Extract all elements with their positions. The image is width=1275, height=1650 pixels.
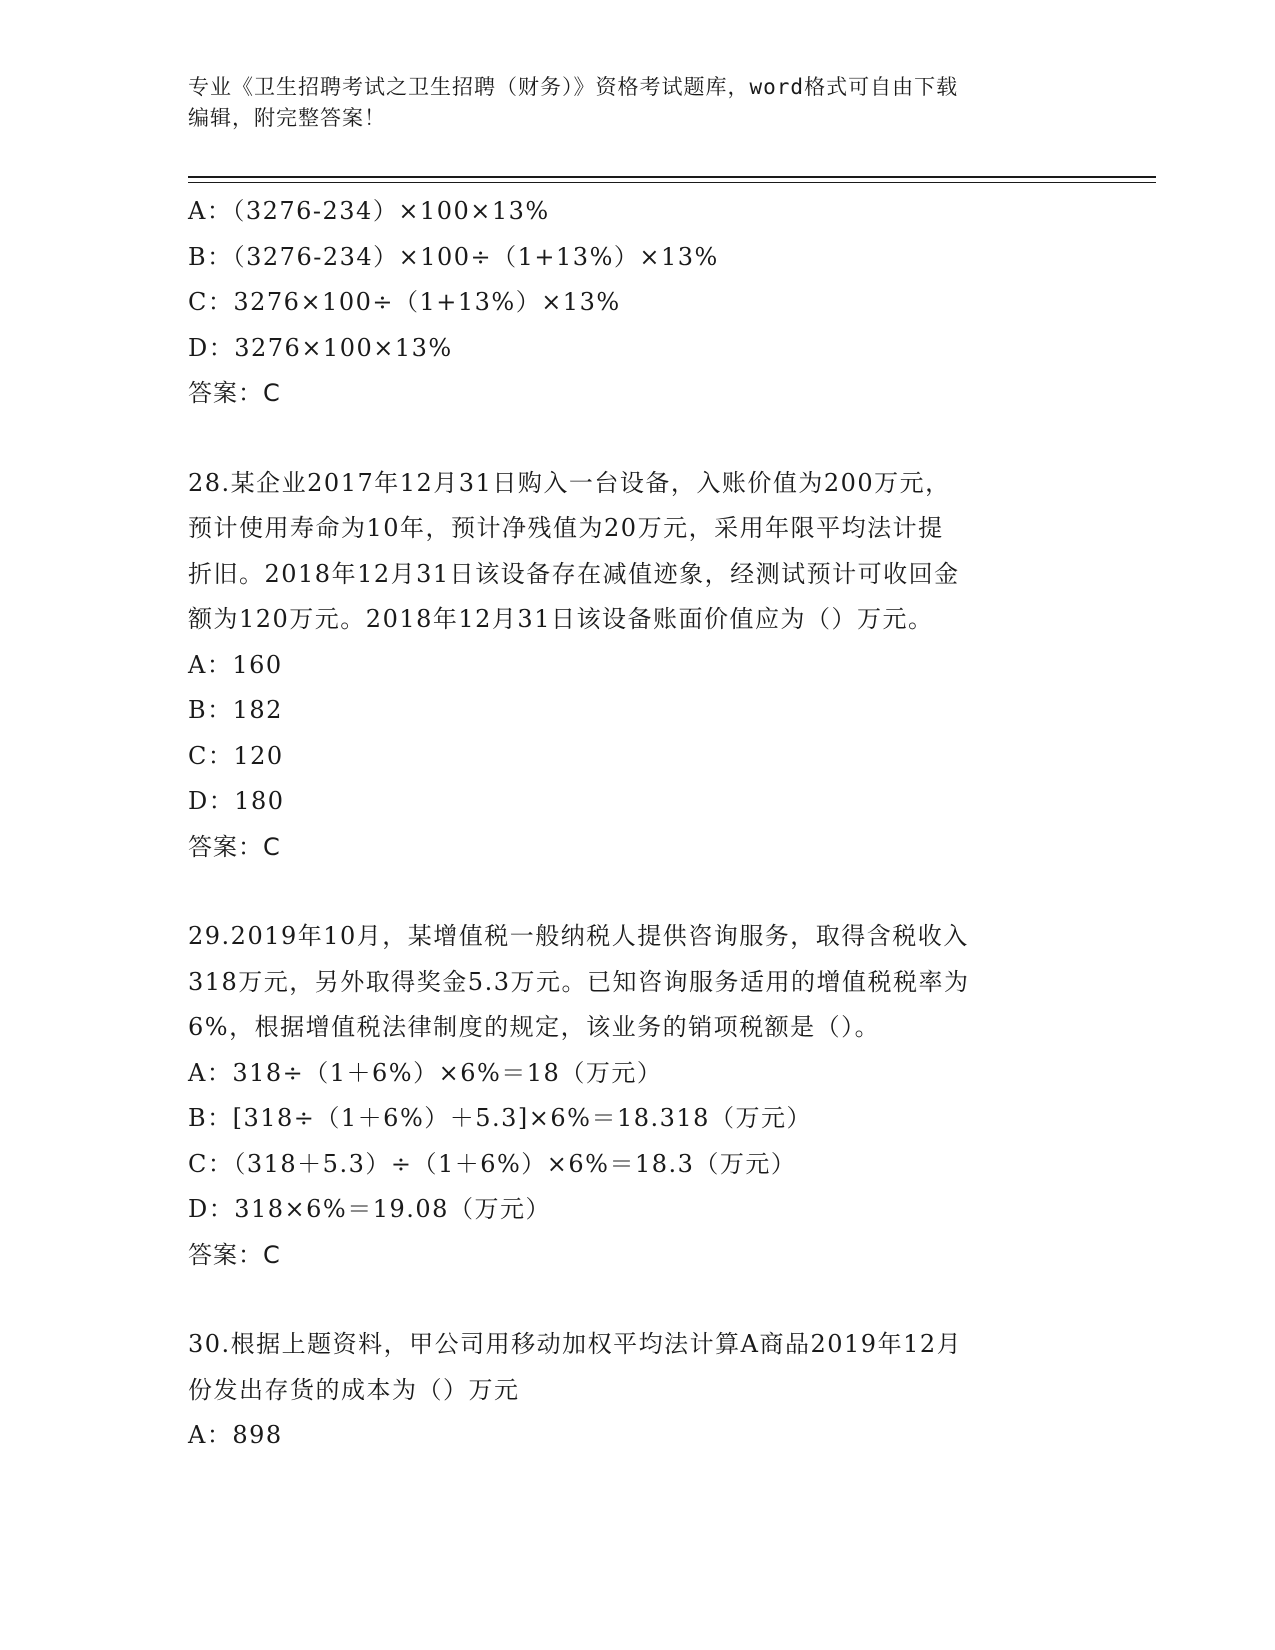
document-header — [188, 72, 1088, 134]
answer-text: 答案：C — [188, 1240, 281, 1269]
question-30 — [188, 1322, 1088, 1459]
option-a: A：318÷（1＋6%）×6%＝18（万元） — [188, 1058, 663, 1087]
option-d: D：180 — [188, 787, 285, 815]
question-list — [188, 189, 1088, 1459]
option-a: A：160 — [188, 650, 283, 679]
option-a: A：898 — [188, 1421, 283, 1449]
option-c: C：3276×100÷（1+13%）×13% — [188, 288, 621, 316]
question-stem-line: 6%，根据增值税法律制度的规定，该业务的销项税额是（）。 — [188, 1013, 881, 1041]
question-28 — [188, 461, 1088, 871]
question-stem-line: 额为120万元。2018年12月31日该设备账面价值应为（）万元。 — [188, 605, 934, 633]
question-stem-line: 30.根据上题资料，甲公司用移动加权平均法计算A商品2019年12月 — [188, 1330, 963, 1358]
option-d: D：318×6%＝19.08（万元） — [188, 1195, 551, 1223]
option-b: B：182 — [188, 696, 283, 724]
question-29 — [188, 914, 1088, 1278]
header-divider-thin — [188, 182, 1156, 183]
question-spacer — [188, 417, 1088, 461]
option-b: B：（3276-234）×100÷（1+13%）×13% — [188, 242, 719, 271]
option-d: D：3276×100×13% — [188, 333, 453, 362]
question-spacer — [188, 1278, 1088, 1322]
answer-text: 答案：C — [188, 832, 281, 861]
question-stem-line: 28.某企业2017年12月31日购入一台设备，入账价值为200万元， — [188, 468, 951, 497]
header-line-2: 编辑，附完整答案！ — [188, 106, 386, 130]
option-c: C：120 — [188, 741, 284, 770]
question-27 — [188, 189, 1088, 417]
answer-text: 答案：C — [188, 379, 281, 407]
question-stem-line: 折旧。2018年12月31日该设备存在减值迹象，经测试预计可收回金 — [188, 559, 960, 588]
header-line-1: 专业《卫生招聘考试之卫生招聘（财务）》资格考试题库，word格式可自由下载 — [188, 75, 959, 99]
option-c: C：（318＋5.3）÷（1＋6%）×6%＝18.3（万元） — [188, 1149, 797, 1178]
option-b: B：[318÷（1＋6%）＋5.3]×6%＝18.318（万元） — [188, 1104, 812, 1132]
question-stem-line: 318万元，另外取得奖金5.3万元。已知咨询服务适用的增值税税率为 — [188, 967, 970, 996]
question-stem-line: 份发出存货的成本为（）万元 — [188, 1375, 520, 1404]
question-spacer — [188, 870, 1088, 914]
question-stem-line: 29.2019年10月，某增值税一般纳税人提供咨询服务，取得含税收入 — [188, 922, 969, 950]
header-divider-thick — [188, 176, 1156, 178]
question-stem-line: 预计使用寿命为10年，预计净残值为20万元，采用年限平均法计提 — [188, 514, 944, 542]
option-a: A：（3276-234）×100×13% — [188, 197, 550, 225]
